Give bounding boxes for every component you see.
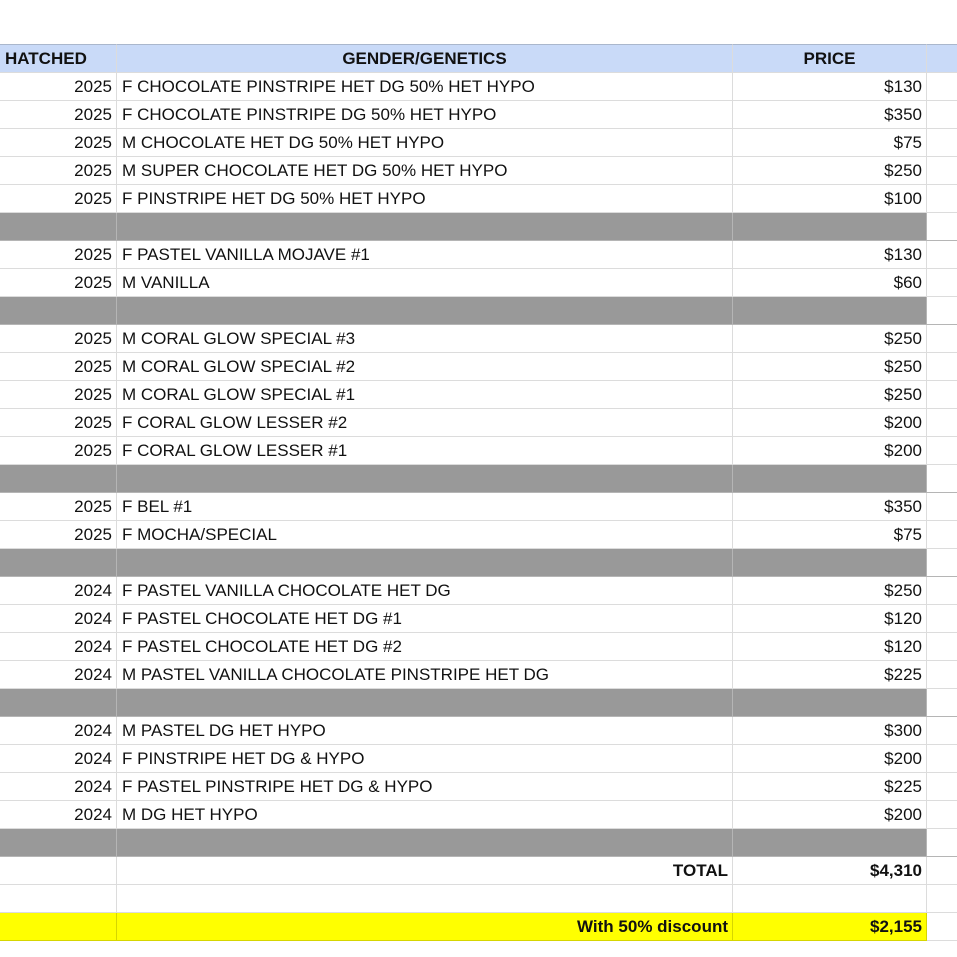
cell-empty[interactable] (927, 73, 957, 101)
separator-cell[interactable] (733, 829, 927, 857)
separator-cell[interactable] (733, 465, 927, 493)
cell-genetics[interactable]: M DG HET HYPO (117, 801, 733, 829)
separator-cell[interactable] (117, 297, 733, 325)
cell-empty[interactable] (927, 885, 957, 913)
cell-empty[interactable] (927, 381, 957, 409)
cell-genetics[interactable]: F CHOCOLATE PINSTRIPE HET DG 50% HET HYPO (117, 73, 733, 101)
separator-cell[interactable] (927, 829, 957, 857)
cell-hatched[interactable]: 2024 (0, 745, 117, 773)
cell-empty[interactable] (927, 773, 957, 801)
separator-cell[interactable] (0, 465, 117, 493)
discount-label[interactable]: With 50% discount (117, 913, 733, 941)
cell-genetics[interactable]: F PASTEL VANILLA CHOCOLATE HET DG (117, 577, 733, 605)
separator-cell[interactable] (117, 829, 733, 857)
cell-empty[interactable] (927, 157, 957, 185)
cell-hatched[interactable]: 2024 (0, 605, 117, 633)
cell-genetics[interactable]: M CORAL GLOW SPECIAL #2 (117, 353, 733, 381)
cell-empty[interactable] (927, 605, 957, 633)
separator-cell[interactable] (0, 549, 117, 577)
cell-genetics[interactable]: F MOCHA/SPECIAL (117, 521, 733, 549)
header-gender-genetics[interactable]: GENDER/GENETICS (117, 44, 733, 73)
cell-price[interactable]: $130 (733, 73, 927, 101)
cell-genetics[interactable]: M CHOCOLATE HET DG 50% HET HYPO (117, 129, 733, 157)
cell-hatched[interactable]: 2025 (0, 73, 117, 101)
separator-cell[interactable] (733, 549, 927, 577)
cell-genetics[interactable]: F PASTEL VANILLA MOJAVE #1 (117, 241, 733, 269)
spreadsheet-grid (0, 44, 957, 941)
cell-price[interactable]: $250 (733, 381, 927, 409)
cell-price[interactable]: $120 (733, 633, 927, 661)
separator-cell[interactable] (927, 213, 957, 241)
cell-genetics[interactable]: F CORAL GLOW LESSER #1 (117, 437, 733, 465)
separator-cell[interactable] (117, 465, 733, 493)
cell-genetics[interactable]: F PINSTRIPE HET DG 50% HET HYPO (117, 185, 733, 213)
cell-hatched[interactable]: 2025 (0, 129, 117, 157)
separator-cell[interactable] (927, 297, 957, 325)
cell-empty[interactable] (927, 745, 957, 773)
cell-genetics[interactable]: F CHOCOLATE PINSTRIPE DG 50% HET HYPO (117, 101, 733, 129)
cell-hatched[interactable]: 2025 (0, 157, 117, 185)
cell-genetics[interactable]: F PINSTRIPE HET DG & HYPO (117, 745, 733, 773)
cell-hatched[interactable]: 2025 (0, 493, 117, 521)
cell-empty[interactable] (733, 885, 927, 913)
cell-empty[interactable] (0, 857, 117, 885)
cell-hatched[interactable]: 2025 (0, 409, 117, 437)
cell-empty[interactable] (927, 325, 957, 353)
separator-cell[interactable] (117, 689, 733, 717)
cell-hatched[interactable]: 2025 (0, 437, 117, 465)
total-label[interactable]: TOTAL (117, 857, 733, 885)
separator-cell[interactable] (733, 297, 927, 325)
cell-empty[interactable] (927, 353, 957, 381)
cell-price[interactable]: $250 (733, 157, 927, 185)
cell-price[interactable]: $75 (733, 129, 927, 157)
cell-hatched[interactable]: 2024 (0, 633, 117, 661)
separator-cell[interactable] (117, 549, 733, 577)
cell-price[interactable]: $200 (733, 745, 927, 773)
separator-cell[interactable] (0, 829, 117, 857)
cell-genetics[interactable]: M CORAL GLOW SPECIAL #3 (117, 325, 733, 353)
header-price[interactable]: PRICE (733, 44, 927, 73)
cell-price[interactable]: $350 (733, 101, 927, 129)
cell-price[interactable]: $250 (733, 577, 927, 605)
cell-hatched[interactable]: 2024 (0, 801, 117, 829)
cell-hatched[interactable]: 2025 (0, 269, 117, 297)
cell-empty[interactable] (927, 493, 957, 521)
cell-empty[interactable] (927, 101, 957, 129)
cell-empty[interactable] (927, 577, 957, 605)
cell-genetics[interactable]: M VANILLA (117, 269, 733, 297)
cell-price[interactable]: $200 (733, 437, 927, 465)
cell-genetics[interactable]: M PASTEL VANILLA CHOCOLATE PINSTRIPE HET DG (117, 661, 733, 689)
cell-empty[interactable] (927, 913, 957, 941)
total-value[interactable]: $4,310 (733, 857, 927, 885)
cell-empty[interactable] (927, 717, 957, 745)
cell-empty[interactable] (927, 633, 957, 661)
cell-empty[interactable] (927, 437, 957, 465)
cell-genetics[interactable]: F PASTEL PINSTRIPE HET DG & HYPO (117, 773, 733, 801)
cell-hatched[interactable]: 2025 (0, 241, 117, 269)
cell-price[interactable]: $350 (733, 493, 927, 521)
header-empty-cell[interactable] (927, 44, 957, 73)
cell-price[interactable]: $250 (733, 325, 927, 353)
cell-hatched[interactable]: 2025 (0, 521, 117, 549)
cell-genetics[interactable]: M CORAL GLOW SPECIAL #1 (117, 381, 733, 409)
cell-genetics[interactable]: M PASTEL DG HET HYPO (117, 717, 733, 745)
cell-genetics[interactable]: F CORAL GLOW LESSER #2 (117, 409, 733, 437)
separator-cell[interactable] (927, 465, 957, 493)
cell-empty[interactable] (927, 241, 957, 269)
cell-empty[interactable] (927, 661, 957, 689)
cell-hatched[interactable]: 2025 (0, 101, 117, 129)
cell-price[interactable]: $60 (733, 269, 927, 297)
separator-cell[interactable] (733, 213, 927, 241)
cell-empty[interactable] (927, 129, 957, 157)
cell-hatched[interactable]: 2024 (0, 773, 117, 801)
cell-hatched[interactable]: 2024 (0, 717, 117, 745)
cell-price[interactable]: $130 (733, 241, 927, 269)
cell-empty[interactable] (927, 269, 957, 297)
cell-empty[interactable] (0, 885, 117, 913)
cell-empty[interactable] (117, 885, 733, 913)
cell-empty[interactable] (927, 409, 957, 437)
cell-empty[interactable] (927, 857, 957, 885)
cell-price[interactable]: $75 (733, 521, 927, 549)
cell-genetics[interactable]: F BEL #1 (117, 493, 733, 521)
discount-value[interactable]: $2,155 (733, 913, 927, 941)
cell-price[interactable]: $225 (733, 661, 927, 689)
separator-cell[interactable] (927, 549, 957, 577)
separator-cell[interactable] (117, 213, 733, 241)
cell-price[interactable]: $200 (733, 409, 927, 437)
separator-cell[interactable] (0, 213, 117, 241)
cell-genetics[interactable]: F PASTEL CHOCOLATE HET DG #2 (117, 633, 733, 661)
cell-genetics[interactable]: F PASTEL CHOCOLATE HET DG #1 (117, 605, 733, 633)
separator-cell[interactable] (0, 297, 117, 325)
cell-hatched[interactable]: 2025 (0, 381, 117, 409)
cell-hatched[interactable]: 2024 (0, 577, 117, 605)
cell-empty[interactable] (927, 185, 957, 213)
cell-price[interactable]: $120 (733, 605, 927, 633)
separator-cell[interactable] (927, 689, 957, 717)
cell-price[interactable]: $300 (733, 717, 927, 745)
cell-hatched[interactable]: 2025 (0, 353, 117, 381)
cell-empty[interactable] (927, 801, 957, 829)
cell-price[interactable]: $200 (733, 801, 927, 829)
cell-hatched[interactable]: 2025 (0, 185, 117, 213)
cell-price[interactable]: $100 (733, 185, 927, 213)
header-hatched[interactable]: HATCHED (0, 44, 117, 73)
cell-empty[interactable] (927, 521, 957, 549)
cell-hatched[interactable]: 2024 (0, 661, 117, 689)
cell-empty[interactable] (0, 913, 117, 941)
separator-cell[interactable] (0, 689, 117, 717)
cell-genetics[interactable]: M SUPER CHOCOLATE HET DG 50% HET HYPO (117, 157, 733, 185)
cell-hatched[interactable]: 2025 (0, 325, 117, 353)
cell-price[interactable]: $225 (733, 773, 927, 801)
cell-price[interactable]: $250 (733, 353, 927, 381)
separator-cell[interactable] (733, 689, 927, 717)
